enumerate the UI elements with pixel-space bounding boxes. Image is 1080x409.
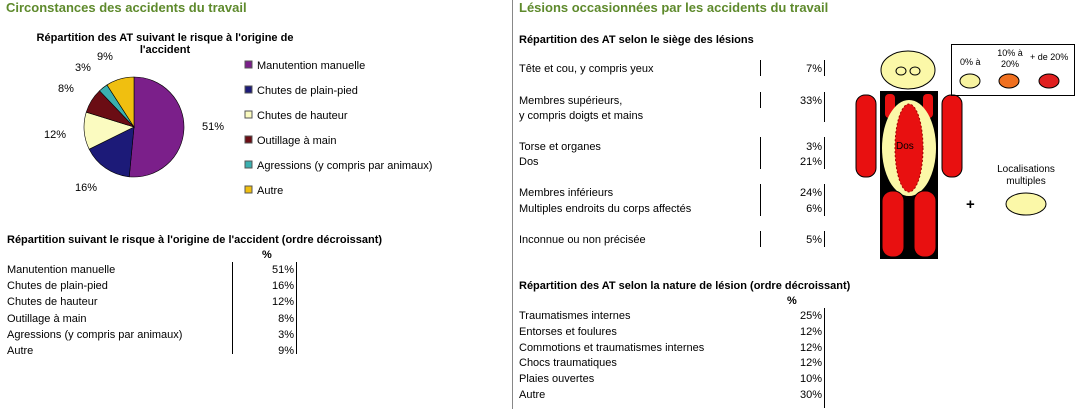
- legend-swatch-high: [1039, 74, 1059, 88]
- right-table1-label: Tête et cou, y compris yeux: [519, 63, 654, 75]
- right-table2-value: 30%: [799, 389, 822, 401]
- right-table1-value: 5%: [806, 234, 822, 246]
- r1-divider-1b: [824, 60, 825, 76]
- right-table1-label: Membres inférieurs: [519, 187, 614, 199]
- legend-swatches: [952, 45, 1074, 95]
- left-table-value: 51%: [271, 264, 294, 276]
- left-table-label: Outillage à main: [7, 312, 87, 325]
- pie-value-label: 3%: [75, 62, 91, 74]
- right-table1-title: Répartition des AT selon le siège des lésions: [519, 34, 754, 46]
- legend-label-low: 0% à: [960, 57, 981, 67]
- right-section-title: Lésions occasionnées par les accidents du travail: [519, 0, 829, 15]
- r1-divider-3a: [760, 137, 761, 169]
- right-table2-value: 12%: [799, 357, 822, 370]
- left-table-title: Répartition suivant le risque à l'origine de l'accident (ordre décroissant): [7, 234, 383, 246]
- right-table2-title: Répartition des AT selon la nature de lésion (ordre décroissant): [519, 280, 851, 292]
- legend-swatch: [245, 86, 252, 93]
- right-table2-value: 25%: [799, 310, 822, 322]
- left-table-label: Chutes de plain-pied: [7, 280, 108, 293]
- right-table1-value: 33%: [799, 95, 822, 107]
- right-arm-shape: [942, 95, 962, 177]
- left-table-label: Manutention manuelle: [7, 264, 116, 276]
- right-table1-value: 7%: [806, 63, 822, 75]
- pie-plot: [0, 28, 480, 218]
- legend-swatch-low: [960, 74, 980, 88]
- right-table1-value: 24%: [799, 187, 822, 199]
- r1-divider-5b: [824, 231, 825, 247]
- right-table2-label: Entorses et foulures: [519, 325, 617, 338]
- r1-divider-1a: [760, 60, 761, 76]
- legend-entry: Chutes de hauteur: [257, 110, 348, 122]
- right-table1-value: 21%: [799, 156, 822, 168]
- legend-swatch: [245, 161, 252, 168]
- right-table2-label: Chocs traumatiques: [519, 357, 617, 370]
- left-table-divider-a: [232, 262, 233, 354]
- left-table-value: 8%: [278, 312, 294, 325]
- head-shape: [881, 51, 935, 89]
- right-table1-value: 3%: [806, 141, 822, 153]
- right-table2-value: 10%: [799, 373, 822, 386]
- pie-value-label: 8%: [58, 83, 74, 95]
- pie-chart: [0, 28, 480, 218]
- right-table2-label: Plaies ouvertes: [519, 373, 595, 386]
- chart-title: Répartition des AT suivant le risque à l'origine de l'accident: [36, 32, 294, 56]
- back-label: Dos: [896, 141, 914, 152]
- left-table-value: 16%: [271, 280, 294, 293]
- right-table2-value: 12%: [799, 341, 822, 354]
- right-table2-value: 12%: [799, 325, 822, 338]
- r1-divider-3b: [824, 137, 825, 169]
- right-table1-label: Torse et organes: [519, 141, 601, 153]
- legend-entry: Autre: [257, 185, 284, 197]
- legend-swatch: [245, 111, 252, 118]
- plus-sign: +: [966, 196, 975, 213]
- multi-location-shape: [1004, 191, 1048, 217]
- left-arm-shape: [856, 95, 876, 177]
- right-table2-label: Traumatismes internes: [519, 310, 631, 322]
- legend-entry: Outillage à main: [257, 135, 337, 147]
- legend-swatch: [245, 61, 252, 68]
- legend-label-high: + de 20%: [1030, 52, 1069, 62]
- right-table1-value: 6%: [806, 203, 822, 215]
- pie-slice: [129, 77, 184, 177]
- legend-swatch: [245, 186, 252, 193]
- r1-divider-4b: [824, 184, 825, 216]
- body-legend: [951, 44, 1075, 96]
- right-table1-label: Dos: [519, 156, 539, 168]
- left-table-value: 9%: [278, 345, 294, 357]
- legend-entry: Agressions (y compris par animaux): [257, 160, 433, 172]
- legend-swatch-mid: [999, 74, 1019, 88]
- left-leg-shape: [882, 191, 904, 257]
- right-table2-pct-header: %: [787, 295, 797, 307]
- r2-divider: [824, 308, 825, 408]
- r1-divider-4a: [760, 184, 761, 216]
- right-table1-label: Membres supérieurs,: [519, 95, 623, 107]
- left-section-title: Circonstances des accidents du travail: [6, 0, 247, 15]
- pie-value-label: 16%: [74, 182, 98, 194]
- left-table-pct-header: %: [262, 249, 272, 261]
- pie-value-label: 12%: [43, 129, 67, 141]
- legend-entry: Manutention manuelle: [257, 60, 366, 72]
- right-leg-shape: [914, 191, 936, 257]
- legend-swatch: [245, 136, 252, 143]
- right-table1-label: Inconnue ou non précisée: [519, 234, 646, 246]
- right-table2-label: Commotions et traumatismes internes: [519, 341, 705, 354]
- right-table2-label: Autre: [519, 389, 546, 401]
- left-table-divider-b: [296, 262, 297, 354]
- left-table-value: 3%: [278, 328, 294, 341]
- r1-divider-2a: [760, 92, 761, 108]
- left-table-label: Chutes de hauteur: [7, 296, 98, 309]
- right-table1-label: Multiples endroits du corps affectés: [519, 203, 692, 215]
- pie-value-label: 9%: [97, 51, 113, 63]
- r1-divider-2b: [824, 92, 825, 122]
- pie-value-label: 51%: [201, 121, 225, 133]
- r1-divider-5a: [760, 231, 761, 247]
- section-divider: [512, 0, 513, 409]
- legend-entry: Chutes de plain-pied: [257, 85, 358, 97]
- left-table-label: Agressions (y compris par animaux): [7, 328, 183, 341]
- left-table-value: 12%: [271, 296, 294, 309]
- legend-label-mid: 10% à 20%: [997, 48, 1023, 69]
- right-table1-label-cont: y compris doigts et mains: [519, 110, 644, 122]
- multi-location-label: Localisations multiples: [997, 164, 1055, 187]
- left-table-label: Autre: [7, 345, 34, 357]
